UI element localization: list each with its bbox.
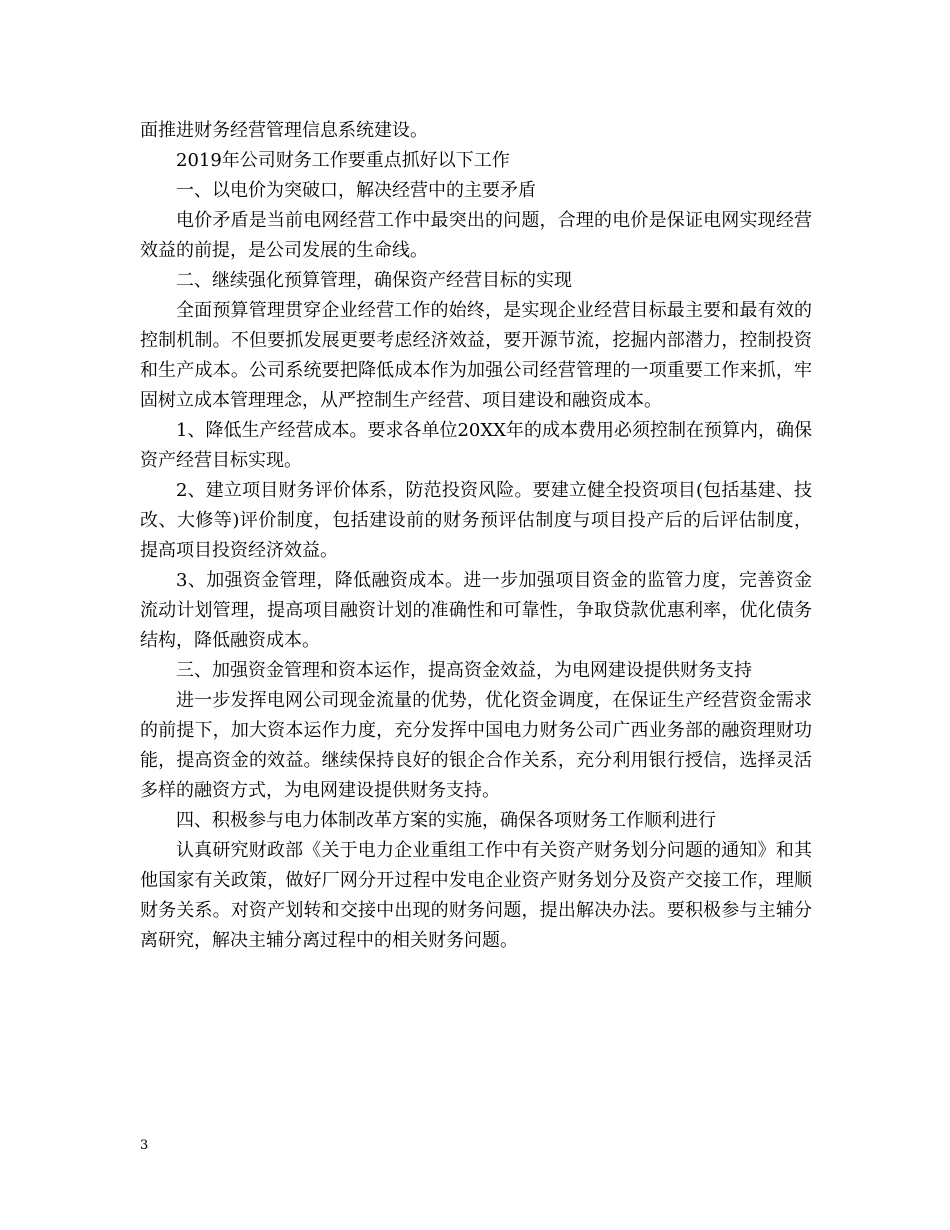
paragraph: 全面预算管理贯穿企业经营工作的始终，是实现企业经营目标最主要和最有效的控制机制。不但要抓发展更要考虑经济效益，要开源节流，挖掘内部潜力，控制投资和生产成本。公司系统要把降低成本作为加强公司经营管理的一项重要工作来抓，牢固树立成本管理理念，从严控制生产经营、项目建设和融资成本。	[140, 300, 812, 411]
paragraph: 认真研究财政部《关于电力企业重组工作中有关资产财务划分问题的通知》和其他国家有关政策，做好厂网分开过程中发电企业资产财务划分及资产交接工作，理顺财务关系。对资产划转和交接中出现的财务问题，提出解决办法。要积极参与主辅分离研究，解决主辅分离过程中的相关财务问题。	[140, 840, 812, 951]
paragraph: 电价矛盾是当前电网经营工作中最突出的问题，合理的电价是保证电网实现经营效益的前提，是公司发展的生命线。	[140, 210, 812, 261]
section-heading-4: 四、积极参与电力体制改革方案的实施，确保各项财务工作顺利进行	[176, 810, 716, 831]
paragraph: 进一步发挥电网公司现金流量的优势，优化资金调度，在保证生产经营资金需求的前提下，加大资本运作力度，充分发挥中国电力财务公司广西业务部的融资理财功能，提高资金的效益。继续保持良好的银企合作关系，充分利用银行授信，选择灵活多样的融资方式，为电网建设提供财务支持。	[140, 690, 812, 801]
section-intro: 2019年公司财务工作要重点抓好以下工作	[176, 150, 510, 171]
page-number: 3	[140, 1138, 149, 1153]
section-heading-1: 一、以电价为突破口，解决经营中的主要矛盾	[176, 180, 536, 201]
list-item: 3、加强资金管理，降低融资成本。进一步加强项目资金的监管力度，完善资金流动计划管理，提高项目融资计划的准确性和可靠性，争取贷款优惠利率，优化债务结构，降低融资成本。	[140, 570, 812, 651]
section-heading-2: 二、继续强化预算管理，确保资产经营目标的实现	[176, 270, 572, 291]
document-body	[140, 116, 812, 956]
paragraph: 面推进财务经营管理信息系统建设。	[140, 120, 428, 141]
section-heading-3: 三、加强资金管理和资本运作，提高资金效益，为电网建设提供财务支持	[176, 660, 752, 681]
list-item: 2、建立项目财务评价体系，防范投资风险。要建立健全投资项目(包括基建、技改、大修等)评价制度，包括建设前的财务预评估制度与项目投产后的后评估制度，提高项目投资经济效益。	[140, 480, 812, 561]
list-item: 1、降低生产经营成本。要求各单位20XX年的成本费用必须控制在预算内，确保资产经营目标实现。	[140, 420, 812, 471]
